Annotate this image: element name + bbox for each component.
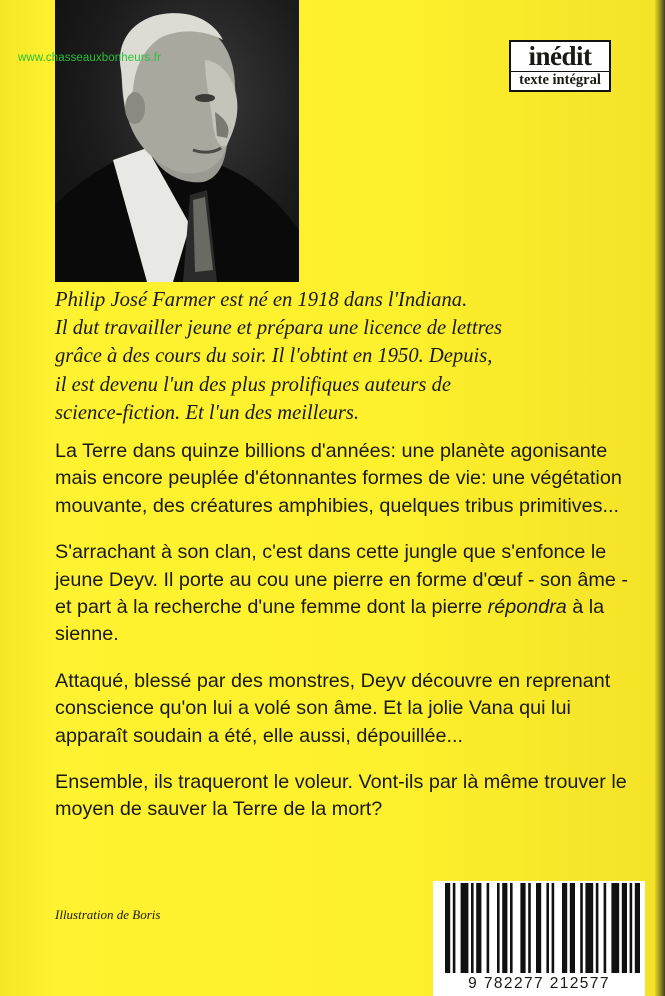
badge-title: inédit — [528, 41, 592, 71]
synopsis-paragraph-3: Attaqué, blessé par des monstres, Deyv découvre en reprenant conscience qu'on lui a volé son âme. Et la jolie Vana qui lui apparaît soudain a été, elle aussi, dépouillée... — [55, 669, 611, 747]
author-photo — [55, 0, 299, 282]
cover-edge — [655, 0, 665, 996]
barcode-bar — [580, 883, 583, 973]
barcode-digits: 9 782277 212577 — [468, 975, 610, 992]
bio-line: il est devenu l'un des plus prolifiques auteurs de — [55, 373, 452, 396]
barcode-bar — [502, 883, 507, 973]
barcode-bar — [562, 883, 567, 973]
barcode-bar — [536, 883, 541, 973]
barcode-bar — [552, 883, 555, 973]
barcode-bar — [528, 883, 531, 973]
barcode-bar — [471, 883, 474, 973]
isbn-barcode — [433, 881, 645, 996]
barcode-bar — [445, 883, 450, 973]
barcode-bar — [453, 883, 456, 973]
bio-line: Philip José Farmer est né en 1918 dans l'Indiana. — [55, 289, 468, 311]
bio-line: science-fiction. Et l'un des meilleurs. — [55, 401, 360, 424]
barcode-bar — [546, 883, 549, 973]
emphasis-text: répondra — [487, 596, 567, 619]
barcode-bar — [461, 883, 469, 973]
synopsis-paragraph-4: Ensemble, ils traqueront le voleur. Vont-ils par là même trouver le moyen de sauver la Terre de la mort? — [55, 771, 627, 821]
barcode-bar — [596, 883, 599, 973]
barcode-bar — [520, 883, 525, 973]
synopsis-paragraph-2: S'arrachant à son clan, c'est dans cette jungle que s'enfonce le jeune Deyv. Il porte au cou une pierre en forme d'œuf - son âme - et part à la recherche d'une femme dont la pierre répondra à la sienne. — [55, 541, 628, 646]
bio-line: grâce à des cours du soir. Il l'obtint en 1950. Depuis, — [55, 345, 493, 368]
barcode-bars — [433, 881, 645, 976]
badge-subtitle: texte intégral — [511, 71, 609, 88]
barcode-bar — [630, 883, 633, 973]
illustration-credit: Illustration de Boris — [55, 907, 161, 922]
synopsis — [55, 438, 645, 843]
barcode-bar — [476, 883, 481, 973]
barcode-bar — [622, 883, 627, 973]
barcode-bar — [487, 883, 490, 973]
barcode-bar — [604, 883, 607, 973]
barcode-bar — [635, 883, 640, 973]
barcode-bar — [570, 883, 575, 973]
inedit-badge — [509, 40, 611, 92]
barcode-bar — [497, 883, 500, 973]
barcode-bar — [611, 883, 619, 973]
barcode-bar — [510, 883, 513, 973]
barcode-bar — [585, 883, 593, 973]
watermark-text: www.chasseauxbonheurs.fr — [18, 52, 162, 64]
bio-line: Il dut travailler jeune et prépara une licence de lettres — [55, 317, 503, 340]
author-bio — [55, 286, 635, 427]
synopsis-paragraph-1: La Terre dans quinze billions d'années: une planète agonisante mais encore peuplée d'étonnantes formes de vie: une végétation mouvante, des créatures amphibies, quelques tribus primitives... — [55, 440, 622, 517]
